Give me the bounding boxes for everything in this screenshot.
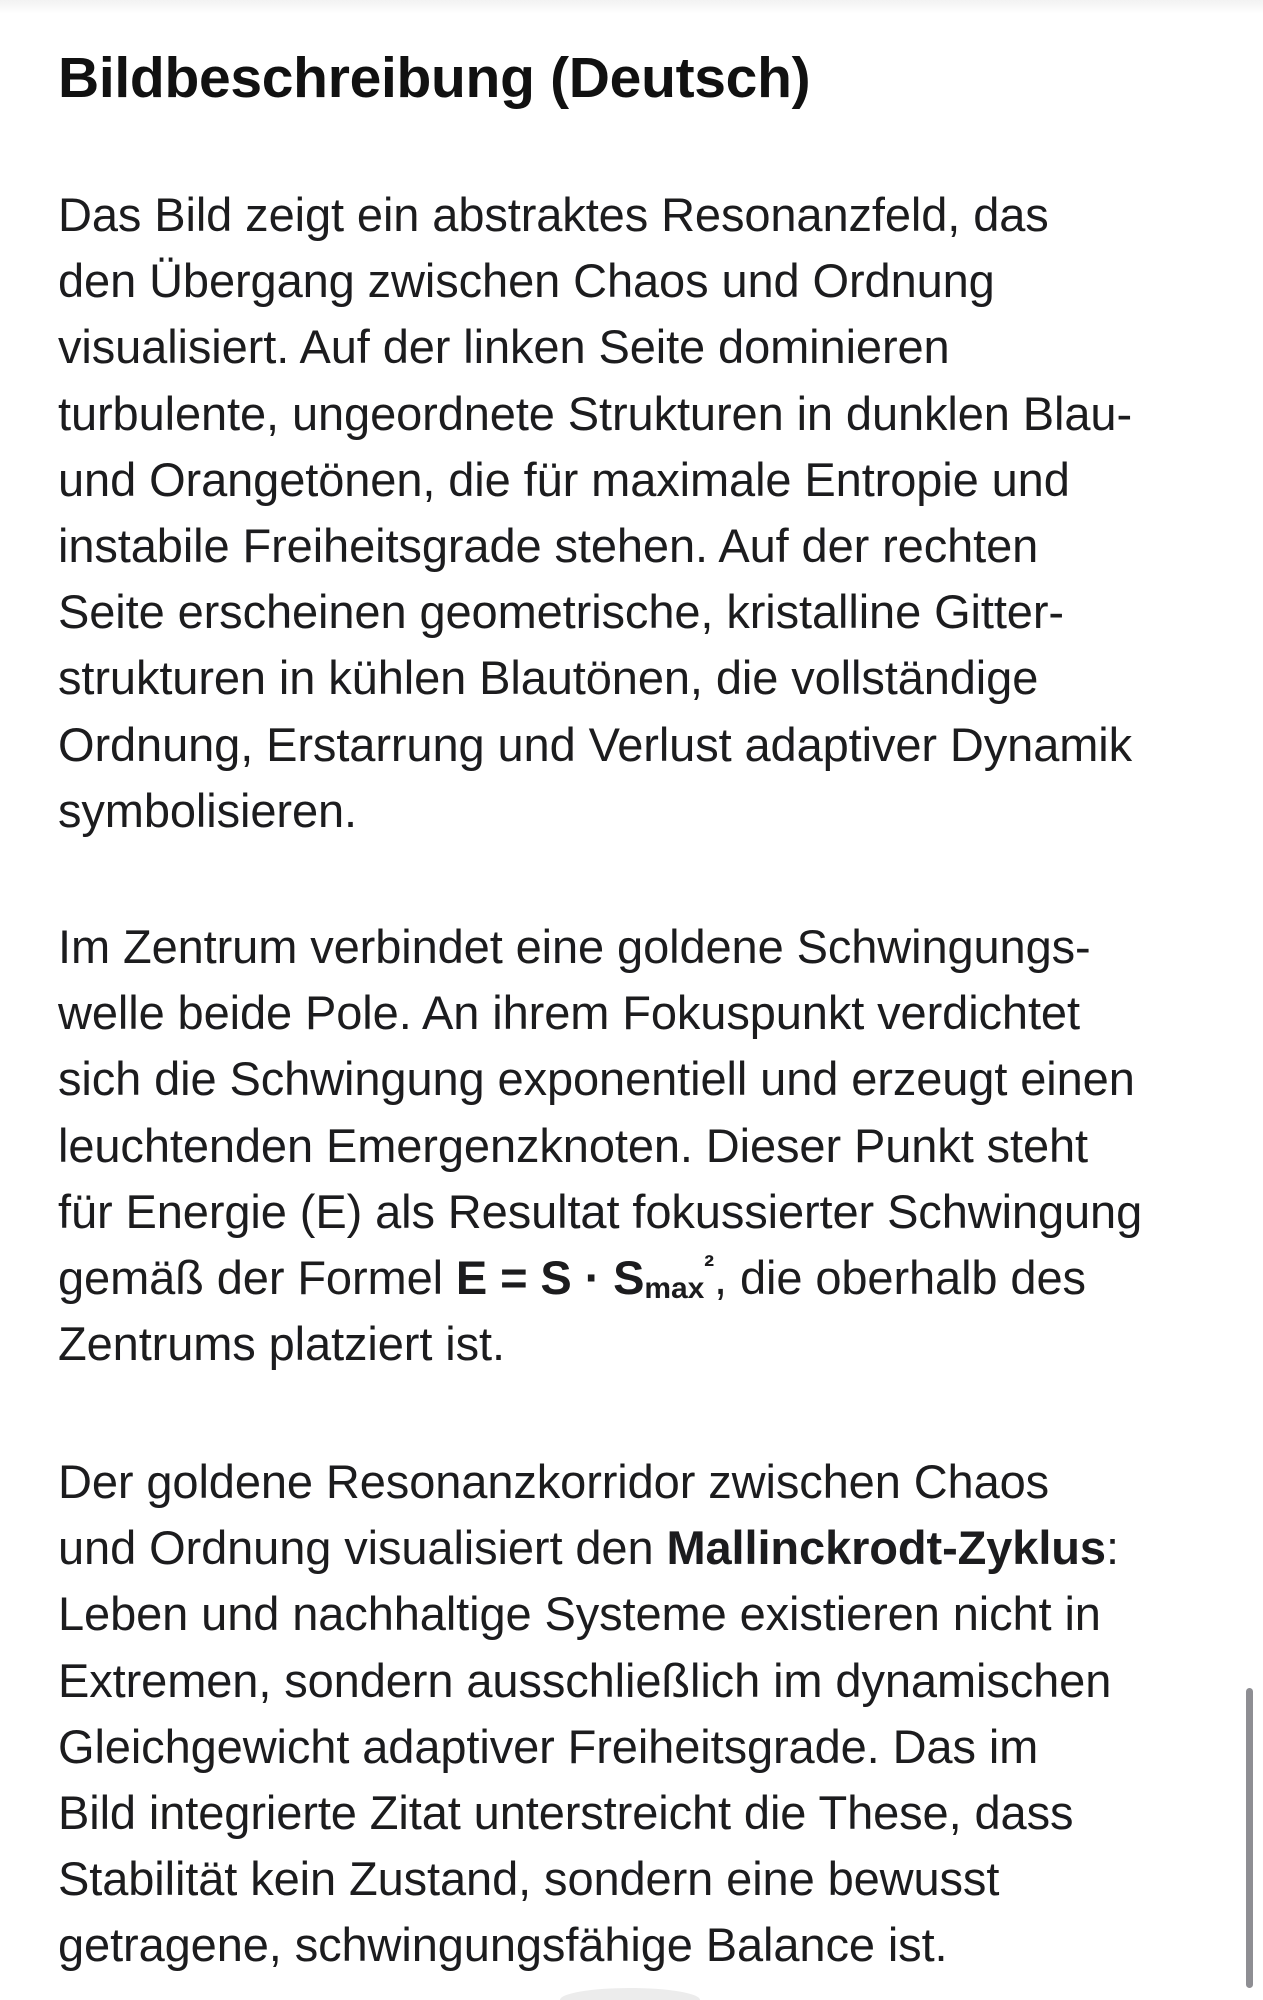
text-line: leuchtenden Emergenzknoten. Dieser Punkt steht (58, 1118, 1089, 1172)
text-line: Leben und nachhaltige Systeme existieren nicht in (58, 1587, 1101, 1641)
text-line: Bild integrierte Zitat unterstreicht die These, dass (58, 1786, 1074, 1840)
text-line: strukturen in kühlen Blautönen, die vollständige (58, 651, 1039, 705)
paragraph-3 (58, 1449, 1119, 1979)
formula-prefix: gemäß der Formel (58, 1251, 456, 1305)
text-line: Seite erscheinen geometrische, kristalline Gitter- (58, 585, 1064, 639)
top-fade (0, 0, 1263, 14)
formula-suffix: , die oberhalb des (714, 1251, 1086, 1305)
formula-lhs: E = S · S (455, 1251, 645, 1305)
formula (456, 1251, 714, 1304)
text-line: Gleichgewicht adaptiver Freiheitsgrade. Das im (58, 1719, 1039, 1773)
text-line: den Übergang zwischen Chaos und Ordnung (58, 254, 995, 308)
text-line: Das Bild zeigt ein abstraktes Resonanzfeld, das (58, 188, 1049, 241)
formula-superscript: ² (704, 1250, 715, 1284)
bottom-sheet-edge (560, 1988, 700, 2000)
text-line: getragene, schwingungsfähige Balance ist. (58, 1918, 948, 1972)
formula-line (58, 1245, 1142, 1311)
text-line: Der goldene Resonanzkorridor zwischen Chaos (58, 1455, 1050, 1508)
text-line: Zentrums platziert ist. (58, 1317, 505, 1371)
text-line: Ordnung, Erstarrung und Verlust adaptiver Dynamik (58, 717, 1133, 771)
text-line: Extremen, sondern ausschließlich im dynamischen (58, 1653, 1112, 1707)
formula-subscript: max (644, 1272, 705, 1306)
text-line: Stabilität kein Zustand, sondern eine bewusst (58, 1852, 1000, 1906)
text-line: für Energie (E) als Resultat fokussierter Schwingung (58, 1184, 1143, 1238)
text-line: Im Zentrum verbindet eine goldene Schwingungs- (58, 920, 1091, 973)
text-line: turbulente, ungeordnete Strukturen in dunklen Blau- (58, 386, 1133, 440)
text-line: instabile Freiheitsgrade stehen. Auf der rechten (58, 519, 1039, 573)
text-fragment: und Ordnung visualisiert den (58, 1521, 667, 1575)
text-line: welle beide Pole. An ihrem Fokuspunkt verdichtet (58, 986, 1080, 1040)
text-line: und Orangetönen, die für maximale Entropie und (58, 452, 1070, 506)
paragraph-2 (58, 914, 1142, 1377)
text-line: symbolisieren. (58, 783, 357, 837)
text-fragment: : (1105, 1521, 1119, 1575)
text-line: sich die Schwingung exponentiell und erzeugt einen (58, 1052, 1135, 1106)
text-line-with-emphasis (58, 1515, 1119, 1581)
bold-term: Mallinckrodt-Zyklus (666, 1521, 1106, 1575)
text-line: visualisiert. Auf der linken Seite dominieren (58, 320, 950, 374)
vertical-scrollbar[interactable] (1246, 1688, 1253, 1988)
page-title: Bildbeschreibung (Deutsch) (58, 46, 811, 110)
paragraph-1 (58, 182, 1132, 844)
